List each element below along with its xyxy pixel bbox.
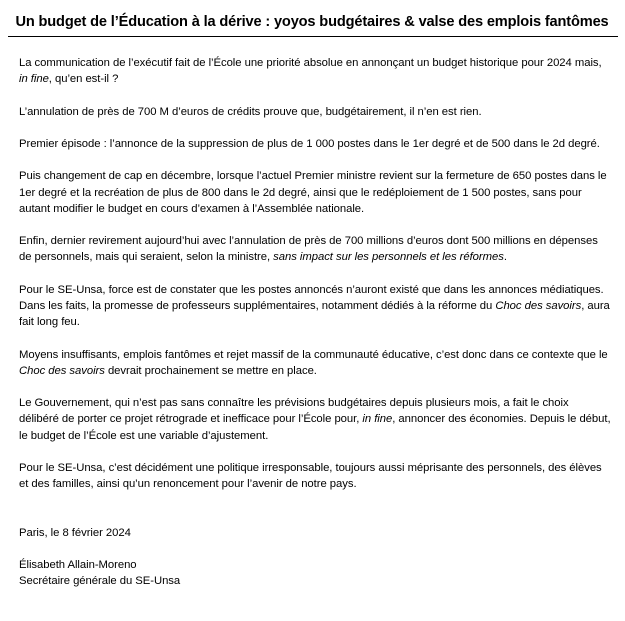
signatory-title: Secrétaire générale du SE-Unsa [19,575,181,588]
paragraph-6-emphasis: Choc des savoirs [495,299,582,312]
paragraph-2: L’annulation de près de 700 M d’euros de crédits prouve que, budgétairement, il n’en est rien. [19,105,482,118]
paragraph-8-text: Le Gouvernement, qui n’est pas sans connaître les prévisions budgétaires depuis plusieurs mois, a fait le choix délibéré de porter ce projet rétrograde et inefficace pour l’École pour, [19,397,569,426]
paragraph-6-text-end: , aura fait long feu. [19,299,610,329]
title-divider [8,36,618,37]
paragraph-5-text: Enfin, dernier revirement aujourd’hui avec l’annulation de près de 700 millions d’euros dont 500 millions en dépenses de personnels, mais qui seraient, selon la ministre, [19,235,598,264]
page-title: Un budget de l’Éducation à la dérive : yoyos budgétaires & valse des emplois fantômes [15,14,609,30]
signature-block [19,557,611,589]
paragraph-9: Pour le SE-Unsa, c’est décidément une politique irresponsable, toujours aussi méprisante des personnels, des élèves et des familles, ainsi qu’un renoncement pour l’avenir de notre pays. [19,461,602,491]
paragraph-1-emphasis: in fine [19,73,49,86]
spacer [19,509,611,525]
signatory-name: Élisabeth Allain-Moreno [19,559,137,572]
paragraph-4: Puis changement de cap en décembre, lorsque l’actuel Premier ministre revient sur la fermeture de 650 postes dans le 1er degré et la recréation de plus de 800 dans le 2d degré, ainsi que le redéploiement de 1 500 postes, sans pour autant modifier le budget en cours d’examen à l’Assemblée nationale. [19,170,607,215]
paragraph-5 [19,233,611,265]
paragraph-5-text-end: . [503,251,507,264]
paragraph-8-emphasis: in fine [362,413,393,426]
paragraph-7-text: Moyens insuffisants, emplois fantômes et rejet massif de la communauté éducative, c’est donc dans ce contexte que le [19,348,608,361]
paragraph-1-text: La communication de l’exécutif fait de l’École une priorité absolue en annonçant un budget historique pour 2024 mais, [19,57,602,69]
paragraph-7-text-end: devrait prochainement se mettre en place. [104,364,317,377]
paragraph-3: Premier épisode : l’annonce de la suppression de plus de 1 000 postes dans le 1er degré et de 500 dans le 2d degré. [19,137,600,150]
paragraph-1 [19,55,611,87]
paragraph-8 [19,395,611,444]
dateline: Paris, le 8 février 2024 [19,526,131,539]
title-container [8,13,616,31]
press-release-body [19,55,611,590]
paragraph-1-text-end: , qu’en est-il ? [48,73,119,86]
paragraph-8-text-end: , annoncer des économies. Depuis le début, le budget de l’École est une variable d’ajustement. [19,413,611,442]
paragraph-6 [19,282,611,331]
paragraph-6-text: Pour le SE-Unsa, force est de constater que les postes annoncés n’auront existé que dans les annonces médiatiques. Dans les faits, la promesse de professeurs supplémentaires, notamment dédiés à la réforme du [19,283,604,312]
paragraph-7-emphasis: Choc des savoirs [19,364,105,377]
paragraph-5-emphasis: sans impact sur les personnels et les réformes [273,251,504,264]
paragraph-7 [19,347,611,379]
